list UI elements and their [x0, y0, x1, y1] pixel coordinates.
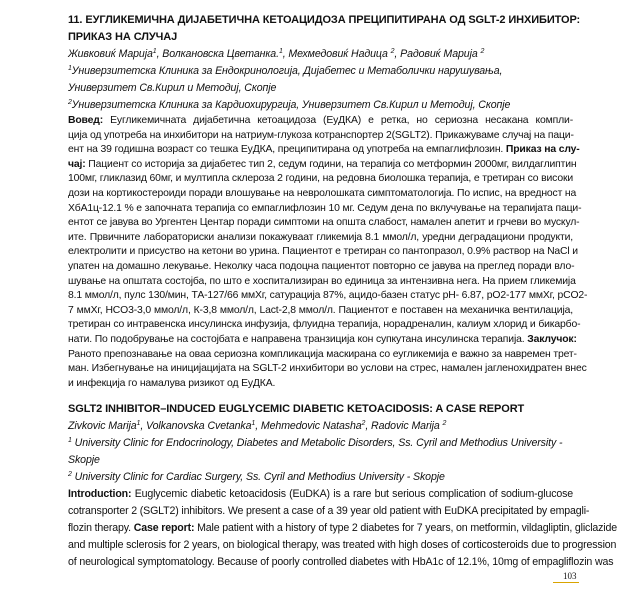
text-run: упатен на домашно лекување. Неколку часа подоцна пациентот повторно се јавува на преглед поради вло- [68, 260, 575, 272]
text-line [68, 129, 573, 144]
text-run: Раното препознавање на оваа сериозна компликација маскирана со еугликемија е важно за навремен трет- [68, 348, 577, 360]
en-authors [68, 418, 573, 435]
text-line [68, 260, 573, 275]
mk-affiliations [68, 63, 573, 114]
author-name: , Mehmedovic Natasha [255, 420, 362, 432]
text-run: шување на општата состојба, по што е хоспитализиран во единица за интензивна нега. На прием гликемија [68, 275, 576, 287]
affiliation-marker: 2 [68, 471, 72, 478]
author-name: Живковиќ Марија [68, 48, 153, 60]
affiliation-marker: 2 [390, 48, 395, 55]
author-name: , Волкановска Цветанка. [156, 48, 279, 60]
text-run: 100мг, гликлазид 60мг, и мултипла склероза 2 години, на редовна биолошка терапија, е третиран со високи [68, 173, 574, 185]
section-heading: Introduction: [68, 488, 132, 500]
text-run: нати. По подобрување на состојбата е направена транзиција кон супкутана инсулинска терапија. [68, 333, 528, 345]
author-name: , Мехмедовиќ Надица [282, 48, 391, 60]
affiliation-marker: 1 [278, 48, 283, 55]
text-run: flozin therapy. [68, 522, 134, 534]
text-line [68, 333, 577, 348]
text-run: ент на 39 годишна возраст со тешка ЕуДКА, преципитирана од употреба на емпаглифлозин. [68, 144, 506, 156]
mk-title-line-2: ПРИКАЗ НА СЛУЧАЈ [68, 31, 178, 43]
section-heading: Приказ на слу- [505, 144, 580, 156]
affiliation-line [68, 80, 573, 97]
affiliation-marker: 1 [152, 48, 157, 55]
text-run: Euglycemic diabetic ketoacidosis (EuDKA) is a rare but serious complication of sodium-glucose [131, 488, 573, 500]
affiliation-text: Универзитет Св.Кирил и Методиј, Скопје [68, 82, 277, 94]
section-heading: Case report: [133, 522, 195, 534]
affiliation-marker: 2 [68, 99, 72, 106]
text-line [68, 362, 587, 377]
affiliation-line [68, 435, 573, 452]
text-line [68, 520, 617, 537]
section-heading: Заклучок: [527, 333, 577, 345]
mk-header [68, 12, 581, 114]
text-run: of neurological symptomatology. Because of poorly controlled diabetes with HbA1c of 12.1%, 10mg of empagliflozin was [68, 556, 614, 568]
text-line [68, 304, 573, 319]
text-line [68, 537, 617, 554]
mk-title-line-1: 11. ЕУГЛИКЕМИЧНА ДИЈАБЕТИЧНА КЕТОАЦИДОЗА ПРЕЦИПИТИРАНА ОД SGLT-2 ИНХИБИТОР: [68, 14, 581, 26]
text-run: ција од употреба на инхибитори на натриум-глукоза котранспортер 2(SGLT2). Прикажуваме случај на паци- [68, 129, 574, 141]
affiliation-text: University Clinic for Cardiac Surgery, Ss. Cyril and Methodius University - Skopje [71, 471, 445, 483]
text-run: 8.1 ммол/л, пулс 130/мин, ТА-127/66 ммХг, сатурација 87%, ацидо-базен статус pH- 6.87, pO2-177 ммХг, pCO2- [68, 290, 588, 302]
affiliation-marker: 1 [136, 420, 141, 427]
text-line [68, 377, 573, 392]
text-run: електролити и присуство на кетони во урина. Пациентот е третиран со пантопразол, 0.9% раствор на NaCl и [68, 246, 578, 258]
text-run: 7 ммХг, HCO3-3,0 ммол/л, К-3,8 ммол/л, Lact-2,8 ммол/л. Пациентот е поставен на механичка вентилација, [68, 304, 573, 316]
text-run: Еугликемичната дијабетична кетоацидоза (ЕуДКА) е ретка, но сериозна несакана компли- [103, 115, 573, 126]
text-run: ХбА1ц-12.1 % е започната терапија со емпаглифлозин 10 мг. Седум дена по вклучување на терапијата паци- [68, 202, 582, 214]
en-header [68, 401, 573, 486]
author-name: , Радовиќ Марија [394, 48, 481, 60]
author-name: , Volkanovska Cvetanka [140, 420, 252, 432]
text-line [68, 289, 588, 304]
affiliation-marker: 1 [251, 420, 256, 427]
affiliation-text: Skopje [68, 454, 100, 466]
affiliation-marker: 2 [442, 420, 447, 427]
text-line [68, 503, 590, 520]
mk-authors [68, 46, 573, 63]
text-line [68, 245, 578, 260]
affiliation-marker: 2 [361, 420, 366, 427]
affiliation-text: Универзитетска Клиника за Кардиохирургија, Универзитет Св.Кирил и Методиј, Скопје [71, 99, 511, 111]
affiliation-line [68, 469, 573, 486]
text-line [68, 486, 573, 503]
text-line [68, 172, 573, 187]
text-run: Male patient with a history of type 2 diabetes for 7 years, on metformin, vildagliptin, gliclazide [194, 522, 617, 534]
section-heading: Вовед: [68, 115, 104, 126]
affiliation-marker: 1 [68, 437, 72, 444]
en-title: SGLT2 INHIBITOR–INDUCED EUGLYCEMIC DIABETIC KETOACIDOSIS: A CASE REPORT [68, 403, 525, 415]
affiliation-marker: 2 [480, 48, 485, 55]
affiliation-text: University Clinic for Endocrinology, Diabetes and Metabolic Disorders, Ss. Cyril and Methodius University - [71, 437, 563, 449]
affiliation-line [68, 63, 573, 80]
text-line [68, 231, 573, 246]
mk-abstract [68, 114, 588, 391]
text-line [68, 348, 577, 363]
affiliation-marker: 1 [68, 65, 72, 72]
affiliation-text: Универзитетска Клиника за Ендокринологија, Дијабетес и Метаболички нарушувања, [71, 65, 503, 77]
text-run: ите. Првичните лабораториски анализи покажуваат гликемија 8.1 ммол/л, уредни деградациони продукти, [68, 231, 573, 243]
text-line [68, 202, 582, 217]
text-line [68, 143, 580, 158]
en-affiliations [68, 435, 573, 486]
text-line [68, 158, 577, 173]
en-abstract [68, 486, 617, 571]
text-run: ман. Избегнување на иницијацијата на SGLT-2 инхибитори во услови на стрес, намален јагленохидратен внес [68, 363, 587, 375]
author-name: , Radovic Marija [365, 420, 443, 432]
section-heading: чај: [68, 158, 86, 170]
affiliation-line [68, 452, 573, 469]
text-run: ентот се јавува во Ургентен Центар поради симптоми на општа слабост, намален апетит и грчеви во мускул- [68, 217, 580, 229]
text-line [68, 187, 577, 202]
affiliation-line [68, 97, 573, 114]
text-run: третиран со интравенска инсулинска инфузија, флуидна терапија, норадреналин, калиум хлорид и бикарбо- [68, 319, 581, 331]
text-line [68, 554, 614, 571]
page-number: 103 [553, 571, 579, 583]
text-line [68, 275, 576, 290]
text-line [68, 318, 581, 333]
text-run: Пациент со историја за дијабетес тип 2, седум години, на терапија со метформин 2000мг, вилдаглиптин [85, 158, 577, 170]
text-run: cotransporter 2 (SGLT2) inhibitors. We present a case of a 39 year old patient with EuDKA precipitated by empagli- [68, 505, 590, 517]
text-line [68, 114, 573, 129]
text-line [68, 216, 580, 231]
text-run: and multiple sclerosis for 2 years, on biological therapy, was treated with high doses of corticosteroids due to progression [68, 539, 617, 551]
author-name: Zivkovic Marija [68, 420, 137, 432]
text-run: и инфекција го намалува ризикот од ЕуДКА. [68, 377, 276, 389]
text-run: дози на кортикостероиди поради влошување на невролошката симптоматологија. По испис, на вредност на [68, 187, 577, 199]
